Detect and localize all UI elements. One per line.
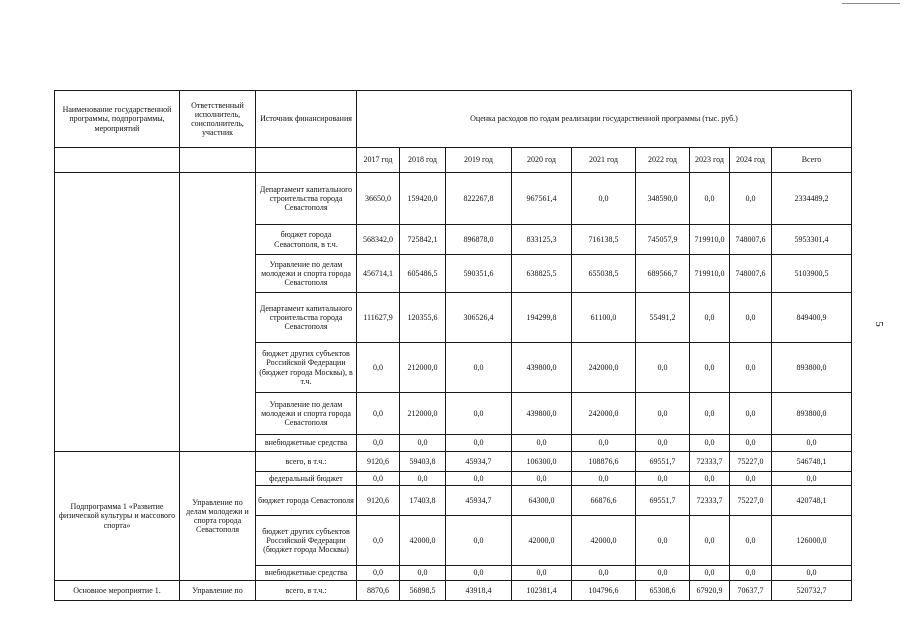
value-cell: 42000,0 — [572, 516, 636, 566]
value-cell: 43918,4 — [446, 581, 512, 601]
value-cell: 69551,7 — [636, 452, 690, 472]
value-cell: 655038,5 — [572, 255, 636, 293]
source-cell: бюджет города Севастополя — [256, 486, 357, 516]
value-cell: 0,0 — [690, 516, 730, 566]
value-cell: 893800,0 — [772, 343, 852, 393]
value-cell: 590351,6 — [446, 255, 512, 293]
value-cell: 0,0 — [690, 472, 730, 486]
header-row — [55, 91, 852, 148]
subprogram-executor: Управление по делам молодежи и спорта города Севастополя — [180, 452, 256, 581]
header-program: Наименование государственной программы, подпрограммы, мероприятий — [55, 91, 180, 148]
value-cell: 59403,8 — [400, 452, 446, 472]
value-cell: 159420,0 — [400, 173, 446, 225]
value-cell: 106300,0 — [512, 452, 572, 472]
value-cell: 0,0 — [357, 516, 400, 566]
table-row — [55, 452, 852, 472]
value-cell: 0,0 — [357, 343, 400, 393]
source-cell: бюджет города Севастополя, в т.ч. — [256, 225, 357, 255]
main-event-executor: Управление по — [180, 581, 256, 601]
empty-cell — [55, 148, 180, 173]
value-cell: 0,0 — [357, 472, 400, 486]
year-2017: 2017 год — [357, 148, 400, 173]
value-cell: 0,0 — [772, 472, 852, 486]
value-cell: 102381,4 — [512, 581, 572, 601]
value-cell: 0,0 — [690, 566, 730, 581]
value-cell: 61100,0 — [572, 293, 636, 343]
top-edge-mark — [842, 3, 900, 4]
year-2019: 2019 год — [446, 148, 512, 173]
value-cell: 0,0 — [730, 343, 772, 393]
value-cell: 0,0 — [730, 173, 772, 225]
page-number: 5 — [872, 321, 885, 327]
year-2021: 2021 год — [572, 148, 636, 173]
value-cell: 520732,7 — [772, 581, 852, 601]
value-cell: 348590,0 — [636, 173, 690, 225]
value-cell: 212000,0 — [400, 393, 446, 435]
value-cell: 5103900,5 — [772, 255, 852, 293]
value-cell: 126000,0 — [772, 516, 852, 566]
header-estimate: Оценка расходов по годам реализации государственной программы (тыс. руб.) — [357, 91, 852, 148]
value-cell: 439800,0 — [512, 343, 572, 393]
year-2024: 2024 год — [730, 148, 772, 173]
value-cell: 0,0 — [636, 472, 690, 486]
value-cell: 0,0 — [446, 566, 512, 581]
value-cell: 0,0 — [730, 566, 772, 581]
value-cell: 45934,7 — [446, 452, 512, 472]
budget-table — [54, 90, 852, 601]
value-cell: 111627,9 — [357, 293, 400, 343]
value-cell: 194299,8 — [512, 293, 572, 343]
value-cell: 0,0 — [690, 293, 730, 343]
value-cell: 849400,9 — [772, 293, 852, 343]
program-name-cell — [55, 173, 180, 452]
year-2023: 2023 год — [690, 148, 730, 173]
value-cell: 896878,0 — [446, 225, 512, 255]
value-cell: 0,0 — [690, 393, 730, 435]
value-cell: 748007,6 — [730, 225, 772, 255]
year-2018: 2018 год — [400, 148, 446, 173]
value-cell: 5953301,4 — [772, 225, 852, 255]
value-cell: 69551,7 — [636, 486, 690, 516]
value-cell: 64300,0 — [512, 486, 572, 516]
value-cell: 638825,5 — [512, 255, 572, 293]
value-cell: 0,0 — [512, 566, 572, 581]
value-cell: 0,0 — [572, 173, 636, 225]
source-cell: Департамент капитального строительства города Севастополя — [256, 293, 357, 343]
value-cell: 70637,7 — [730, 581, 772, 601]
value-cell: 0,0 — [572, 566, 636, 581]
source-cell: Департамент капитального строительства города Севастополя — [256, 173, 357, 225]
value-cell: 0,0 — [690, 173, 730, 225]
value-cell: 893800,0 — [772, 393, 852, 435]
value-cell: 745057,9 — [636, 225, 690, 255]
header-source: Источник финансирования — [256, 91, 357, 148]
source-cell: бюджет других субъектов Российской Федерации (бюджет города Москвы) — [256, 516, 357, 566]
value-cell: 9120,6 — [357, 452, 400, 472]
source-cell: Управление по делам молодежи и спорта города Севастополя — [256, 255, 357, 293]
value-cell: 0,0 — [730, 435, 772, 452]
value-cell: 42000,0 — [400, 516, 446, 566]
value-cell: 2334489,2 — [772, 173, 852, 225]
value-cell: 72333,7 — [690, 452, 730, 472]
value-cell: 568342,0 — [357, 225, 400, 255]
value-cell: 0,0 — [446, 472, 512, 486]
value-cell: 0,0 — [690, 435, 730, 452]
source-cell: бюджет других субъектов Российской Федерации (бюджет города Москвы), в т.ч. — [256, 343, 357, 393]
value-cell: 55491,2 — [636, 293, 690, 343]
value-cell: 45934,7 — [446, 486, 512, 516]
source-cell: всего, в т.ч.: — [256, 581, 357, 601]
value-cell: 0,0 — [400, 435, 446, 452]
value-cell: 306526,4 — [446, 293, 512, 343]
value-cell: 689566,7 — [636, 255, 690, 293]
value-cell: 0,0 — [636, 343, 690, 393]
value-cell: 0,0 — [400, 566, 446, 581]
value-cell: 0,0 — [446, 393, 512, 435]
empty-cell — [256, 148, 357, 173]
value-cell: 66876,6 — [572, 486, 636, 516]
value-cell: 0,0 — [730, 472, 772, 486]
value-cell: 546748,1 — [772, 452, 852, 472]
value-cell: 212000,0 — [400, 343, 446, 393]
value-cell: 8870,6 — [357, 581, 400, 601]
value-cell: 17403,8 — [400, 486, 446, 516]
value-cell: 0,0 — [572, 472, 636, 486]
main-event-name: Основное мероприятие 1. — [55, 581, 180, 601]
empty-cell — [180, 148, 256, 173]
value-cell: 75227,0 — [730, 452, 772, 472]
value-cell: 822267,8 — [446, 173, 512, 225]
table-row — [55, 581, 852, 601]
value-cell: 605486,5 — [400, 255, 446, 293]
value-cell: 456714,1 — [357, 255, 400, 293]
executor-cell — [180, 173, 256, 452]
value-cell: 719910,0 — [690, 225, 730, 255]
value-cell: 0,0 — [636, 516, 690, 566]
value-cell: 67920,9 — [690, 581, 730, 601]
value-cell: 420748,1 — [772, 486, 852, 516]
value-cell: 0,0 — [512, 435, 572, 452]
value-cell: 0,0 — [730, 393, 772, 435]
value-cell: 0,0 — [446, 516, 512, 566]
value-cell: 0,0 — [446, 435, 512, 452]
value-cell: 242000,0 — [572, 393, 636, 435]
value-cell: 0,0 — [636, 393, 690, 435]
years-row — [55, 148, 852, 173]
value-cell: 120355,6 — [400, 293, 446, 343]
value-cell: 0,0 — [357, 393, 400, 435]
value-cell: 108876,6 — [572, 452, 636, 472]
subprogram-name: Подпрограмма 1 «Развитие физической культуры и массового спорта» — [55, 452, 180, 581]
value-cell: 719910,0 — [690, 255, 730, 293]
value-cell: 967561,4 — [512, 173, 572, 225]
value-cell: 0,0 — [636, 435, 690, 452]
value-cell: 0,0 — [730, 293, 772, 343]
value-cell: 242000,0 — [572, 343, 636, 393]
source-cell: федеральный бюджет — [256, 472, 357, 486]
year-total: Всего — [772, 148, 852, 173]
value-cell: 0,0 — [636, 566, 690, 581]
value-cell: 42000,0 — [512, 516, 572, 566]
value-cell: 0,0 — [446, 343, 512, 393]
value-cell: 56898,5 — [400, 581, 446, 601]
value-cell: 72333,7 — [690, 486, 730, 516]
value-cell: 0,0 — [772, 566, 852, 581]
year-2022: 2022 год — [636, 148, 690, 173]
value-cell: 0,0 — [730, 516, 772, 566]
value-cell: 104796,6 — [572, 581, 636, 601]
header-executor: Ответственный исполнитель, соисполнитель, участник — [180, 91, 256, 148]
value-cell: 9120,6 — [357, 486, 400, 516]
value-cell: 65308,6 — [636, 581, 690, 601]
value-cell: 0,0 — [357, 435, 400, 452]
value-cell: 833125,3 — [512, 225, 572, 255]
value-cell: 0,0 — [400, 472, 446, 486]
value-cell: 439800,0 — [512, 393, 572, 435]
value-cell: 75227,0 — [730, 486, 772, 516]
table-row — [55, 173, 852, 225]
value-cell: 36650,0 — [357, 173, 400, 225]
value-cell: 725842,1 — [400, 225, 446, 255]
value-cell: 0,0 — [357, 566, 400, 581]
value-cell: 0,0 — [572, 435, 636, 452]
source-cell: всего, в т.ч.: — [256, 452, 357, 472]
value-cell: 0,0 — [772, 435, 852, 452]
value-cell: 748007,6 — [730, 255, 772, 293]
value-cell: 0,0 — [512, 472, 572, 486]
source-cell: Управление по делам молодежи и спорта города Севастополя — [256, 393, 357, 435]
year-2020: 2020 год — [512, 148, 572, 173]
value-cell: 0,0 — [690, 343, 730, 393]
source-cell: внебюджетные средства — [256, 435, 357, 452]
source-cell: внебюджетные средства — [256, 566, 357, 581]
value-cell: 716138,5 — [572, 225, 636, 255]
